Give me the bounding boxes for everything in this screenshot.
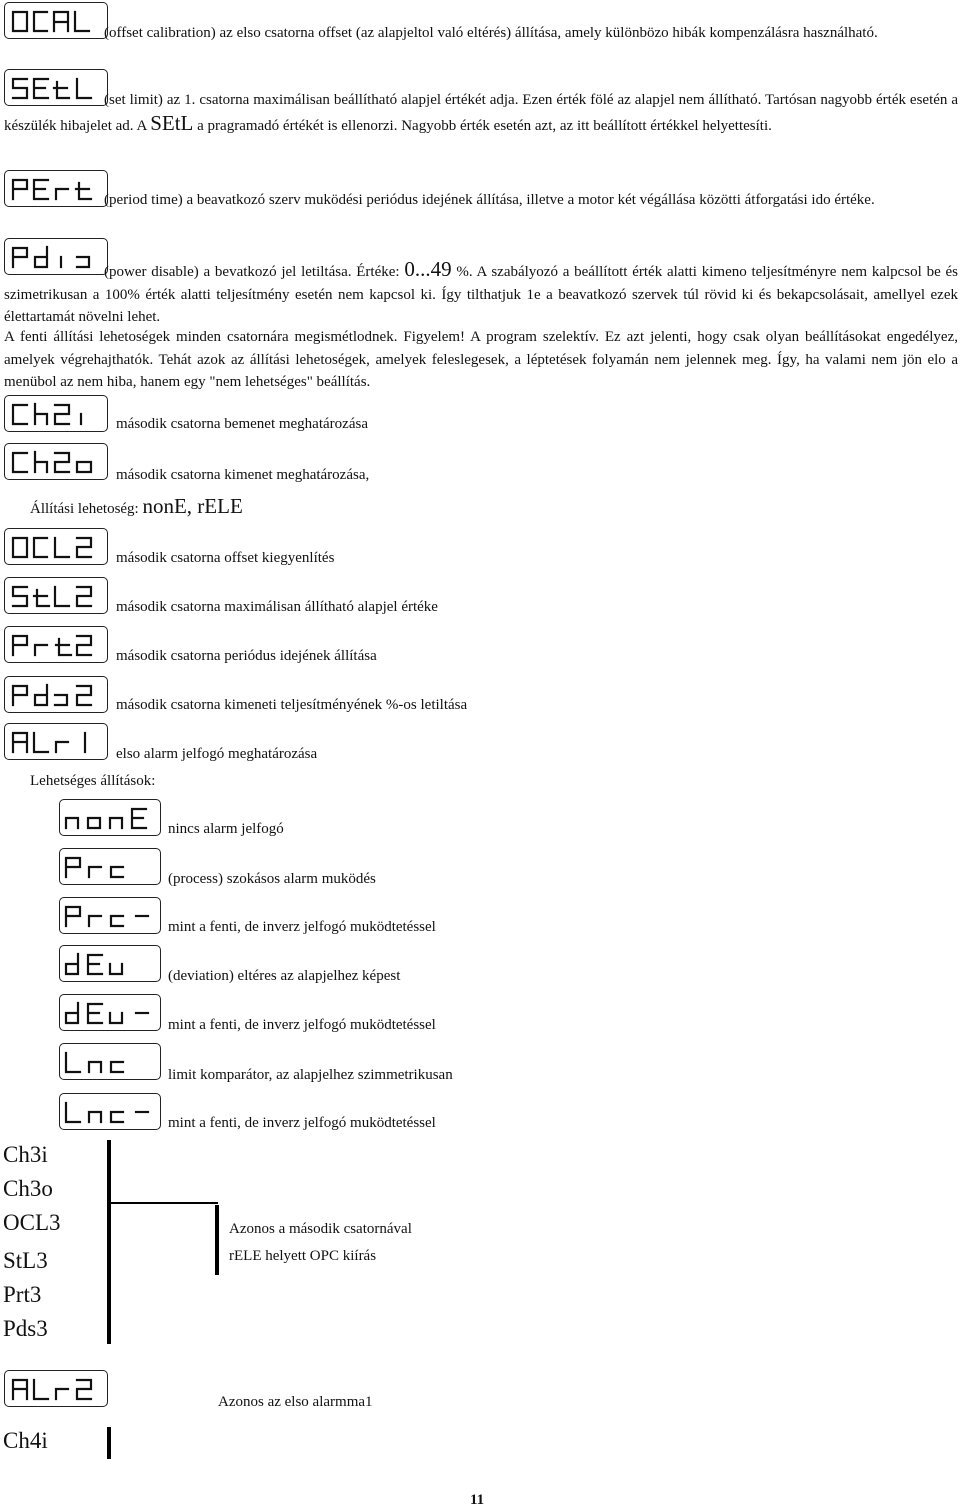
- display-alr1: [4, 723, 108, 760]
- menu-text-ocl2: második csatorna offset kiegyenlítés: [116, 550, 335, 566]
- menu-text-pds2: második csatorna kimeneti teljesítményének %-os letiltása: [116, 697, 468, 713]
- paragraph-pert: [4, 189, 958, 212]
- alarm-text-lnc-minus: mint a fenti, de inverz jelfogó muködtetéssel: [168, 1115, 436, 1131]
- pdis-description-b: %. A szabályozó a beállított érték alatti kimeno teljesítményre nem kalpcsol be és szimetrikusan a 100% érték alatti teljesítmény esetén nem kapcsol ki. Így tilthatjuk 1e a beavatkozó szervek túl rövid ki és bekapcsolásait, amellyel ezek élettartamát növelni lehet.: [4, 264, 958, 325]
- display-pds2: [4, 676, 108, 713]
- seven-segment-deu-minus-icon: [60, 995, 162, 1032]
- paragraph-repeat: [4, 326, 958, 394]
- ocal-description: (offset calibration) az elso csatorna offset (az alapjeltol való eltérés) állítása, amely különbözo hibák kompenzálásra használható.: [104, 25, 878, 41]
- menu-text-ch2o: második csatorna kimenet meghatározása,: [116, 467, 370, 483]
- seven-segment-prt2-icon: [5, 627, 109, 664]
- repeat-description: A fenti állítási lehetoségek minden csatornára megismétlodnek. Figyelem! A program szelektív. Ez azt jelenti, hogy csak olyan beállításokat engedélyez, amelyek végrehajthatók. Tehát azok az állítási lehetoségek, amelyek feleslegesek, a léptetések folyamán nem jelennek meg. Így, ha valami nem jön elo a menübol az nem hiba, hanem egy "nem lehetséges" beállítás.: [4, 329, 958, 390]
- pdis-range: 0...49: [404, 257, 452, 281]
- seven-segment-lnc-icon: [60, 1044, 162, 1081]
- paragraph-ocal: [4, 22, 958, 45]
- ch3-item-ch3o: Ch3o: [3, 1176, 53, 1201]
- seven-segment-deu-icon: [60, 946, 162, 983]
- ch3-note-2: rELE helyett OPC kiírás: [229, 1248, 377, 1264]
- ch3-item-stl3: StL3: [3, 1248, 48, 1273]
- display-stl2: [4, 577, 108, 614]
- ch3-item-ch3i: Ch3i: [3, 1142, 48, 1167]
- ch3-item-pds3: Pds3: [3, 1316, 48, 1341]
- display-deu-minus: [59, 994, 161, 1031]
- display-prt2: [4, 626, 108, 663]
- options-line: [30, 494, 243, 519]
- seven-segment-stl2-icon: [5, 578, 109, 615]
- alarm-heading: Lehetséges állítások:: [30, 773, 156, 789]
- seven-segment-prc-icon: [60, 849, 162, 886]
- display-lnc: [59, 1043, 161, 1080]
- seven-segment-ocl2-icon: [5, 529, 109, 566]
- display-lnc-minus: [59, 1093, 161, 1130]
- ch3-bracket-horizontal: [110, 1202, 218, 1204]
- seven-segment-none-icon: [60, 800, 162, 837]
- display-deu: [59, 945, 161, 982]
- seven-segment-ch2i-icon: [5, 396, 109, 433]
- seven-segment-alr1-icon: [5, 724, 109, 761]
- options-values: nonE, rELE: [142, 494, 243, 518]
- menu-text-ch2i: második csatorna bemenet meghatározása: [116, 416, 368, 432]
- ch3-note-bracket: [215, 1205, 219, 1275]
- options-label: Állítási lehetoség:: [30, 501, 143, 517]
- display-ocl2: [4, 528, 108, 565]
- ch3-item-ocl3: OCL3: [3, 1210, 61, 1235]
- alarm-text-prc: (process) szokásos alarm muködés: [168, 871, 376, 887]
- alarm-text-lnc: limit komparátor, az alapjelhez szimmetrikusan: [168, 1067, 453, 1083]
- paragraph-setl: [4, 89, 958, 137]
- ch3-note-1: Azonos a második csatornával: [229, 1221, 412, 1237]
- menu-text-stl2: második csatorna maximálisan állítható alapjel értéke: [116, 599, 438, 615]
- display-prc-minus: [59, 897, 161, 934]
- ch4-bracket: [107, 1427, 111, 1459]
- setl-inline-code: SEtL: [150, 110, 194, 135]
- seven-segment-alr2-icon: [5, 1371, 109, 1408]
- pdis-description-a: (power disable) a bevatkozó jel letiltása. Értéke:: [104, 264, 405, 280]
- display-ch2i: [4, 395, 108, 432]
- alarm-text-deu: (deviation) eltéres az alapjelhez képest: [168, 968, 401, 984]
- pert-description: (period time) a beavatkozó szerv muködési periódus idejének állítása, illetve a motor két végállása közötti átforgatási ido értéke.: [104, 192, 875, 208]
- ch3-bracket-vertical: [107, 1140, 111, 1344]
- alarm-text-none: nincs alarm jelfogó: [168, 821, 284, 837]
- setl-description-a: (set limit) az 1. csatorna maximálisan beállítható alapjel értékét adja. Ezen érték fölé az alapjel nem állítható. Tartósan nagyobb érték esetén a készülék hibajelet ad. A: [4, 92, 958, 134]
- display-ch2o: [4, 443, 108, 480]
- display-none: [59, 799, 161, 836]
- alarm2-note: Azonos az elso alarmma1: [218, 1394, 373, 1410]
- seven-segment-prc-minus-icon: [60, 898, 162, 935]
- ch3-item-prt3: Prt3: [3, 1282, 42, 1307]
- seven-segment-lnc-minus-icon: [60, 1094, 162, 1131]
- ch4-item: Ch4i: [3, 1428, 48, 1453]
- menu-text-alr1: elso alarm jelfogó meghatározása: [116, 746, 318, 762]
- alarm-text-prc-minus: mint a fenti, de inverz jelfogó muködtetéssel: [168, 919, 436, 935]
- display-alr2: [4, 1370, 108, 1407]
- seven-segment-ch2o-icon: [5, 444, 109, 481]
- display-prc: [59, 848, 161, 885]
- seven-segment-pds2-icon: [5, 677, 109, 714]
- paragraph-pdis: [4, 258, 958, 329]
- page-number: 11: [470, 1492, 485, 1508]
- setl-description-b: a pragramadó értékét is ellenorzi. Nagyobb érték esetén azt, az itt beállított értékkel helyettesíti.: [193, 117, 772, 134]
- alarm-text-deu-minus: mint a fenti, de inverz jelfogó muködtetéssel: [168, 1017, 436, 1033]
- menu-text-prt2: második csatorna periódus idejének állítása: [116, 648, 377, 664]
